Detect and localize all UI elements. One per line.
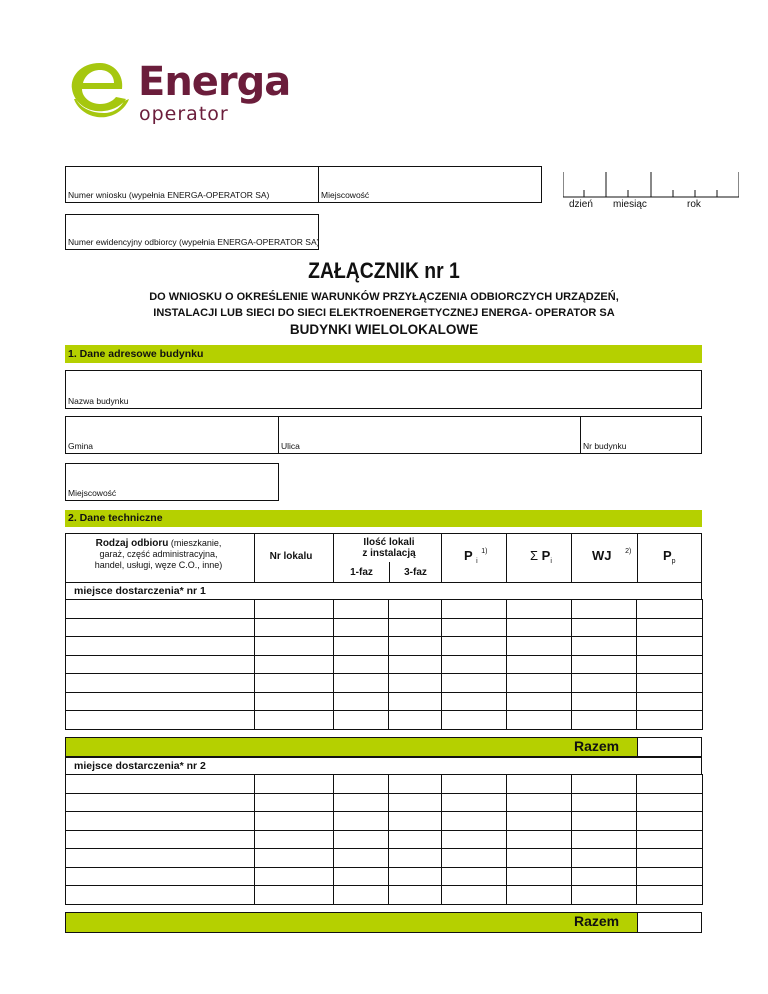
- table-cell[interactable]: [255, 692, 334, 711]
- table-cell[interactable]: [442, 849, 507, 868]
- nazwa-budynku-label: Nazwa budynku: [68, 396, 129, 406]
- table-cell[interactable]: [507, 637, 572, 656]
- table-cell[interactable]: [442, 711, 507, 730]
- header-pp-sub: p: [671, 558, 676, 565]
- block-1-razem-cell[interactable]: [637, 737, 702, 757]
- table-cell[interactable]: [334, 849, 389, 868]
- energa-logo: [66, 55, 291, 135]
- table-cell[interactable]: [389, 600, 442, 619]
- header-rodzaj-odbioru: [66, 538, 251, 571]
- table-row: [66, 600, 703, 619]
- table-cell[interactable]: [66, 711, 255, 730]
- table-cell[interactable]: [442, 637, 507, 656]
- header-rodzaj-rest3: handel, usługi, węze C.O., inne: [94, 560, 220, 570]
- table-cell[interactable]: [66, 600, 255, 619]
- block-1-rows: [66, 600, 703, 730]
- table-cell[interactable]: [334, 867, 389, 886]
- table-cell[interactable]: [507, 655, 572, 674]
- block-1-table: [65, 599, 703, 730]
- table-row: [66, 812, 703, 831]
- block-2-razem-row: [65, 912, 702, 933]
- table-cell[interactable]: [442, 812, 507, 831]
- miejscowosc-budynku-field[interactable]: [65, 463, 279, 501]
- table-cell[interactable]: [637, 711, 703, 730]
- table-row: [66, 775, 703, 794]
- table-cell[interactable]: [334, 655, 389, 674]
- header-col-divider: [637, 533, 638, 583]
- header-rodzaj-rest1: (mieszkanie,: [168, 538, 222, 548]
- numer-wniosku-field[interactable]: [65, 166, 319, 203]
- table-cell[interactable]: [66, 637, 255, 656]
- table-cell[interactable]: [507, 886, 572, 905]
- table-cell[interactable]: [389, 618, 442, 637]
- table-row: [66, 867, 703, 886]
- table-cell[interactable]: [572, 886, 637, 905]
- table-cell[interactable]: [389, 775, 442, 794]
- table-cell[interactable]: [507, 849, 572, 868]
- table-cell[interactable]: [66, 867, 255, 886]
- table-cell[interactable]: [389, 812, 442, 831]
- table-cell[interactable]: [255, 637, 334, 656]
- table-cell[interactable]: [637, 655, 703, 674]
- table-row: [66, 655, 703, 674]
- title-line-3: BUDYNKI WIELOLOKALOWE: [289, 322, 479, 337]
- ulica-label: Ulica: [281, 441, 300, 451]
- table-row: [66, 692, 703, 711]
- table-cell[interactable]: [442, 793, 507, 812]
- date-day-label: dzień: [569, 199, 593, 210]
- block-2-table: [65, 774, 703, 905]
- table-cell[interactable]: [389, 830, 442, 849]
- table-cell[interactable]: [442, 775, 507, 794]
- table-cell[interactable]: [334, 830, 389, 849]
- table-cell[interactable]: [255, 867, 334, 886]
- miejscowosc-field[interactable]: [318, 166, 542, 203]
- header-pi-sup: 1): [481, 548, 488, 555]
- block-1-razem-label: Razem: [574, 738, 620, 754]
- table-cell[interactable]: [255, 849, 334, 868]
- table-cell[interactable]: [66, 830, 255, 849]
- table-cell[interactable]: [637, 637, 703, 656]
- header-sum-pi: [530, 548, 552, 565]
- table-cell[interactable]: [66, 886, 255, 905]
- header-col-divider: [441, 533, 442, 583]
- table-cell[interactable]: [442, 600, 507, 619]
- table-row: [66, 886, 703, 905]
- header-pi-text: P: [464, 548, 473, 563]
- table-row: [66, 674, 703, 693]
- table-cell[interactable]: [334, 637, 389, 656]
- table-cell[interactable]: [572, 849, 637, 868]
- table-cell[interactable]: [334, 618, 389, 637]
- table-cell[interactable]: [572, 775, 637, 794]
- table-cell[interactable]: [572, 600, 637, 619]
- table-cell[interactable]: [66, 812, 255, 831]
- table-cell[interactable]: [389, 849, 442, 868]
- date-boxes: [563, 172, 739, 198]
- header-nr-lokalu: Nr lokalu: [269, 551, 313, 562]
- table-row: [66, 711, 703, 730]
- table-cell[interactable]: [442, 830, 507, 849]
- nazwa-budynku-field[interactable]: [65, 370, 702, 409]
- table-cell[interactable]: [637, 600, 703, 619]
- miejscowosc-label: Miejscowość: [321, 190, 370, 200]
- table-cell[interactable]: [507, 867, 572, 886]
- table-cell[interactable]: [389, 867, 442, 886]
- table-cell[interactable]: [637, 849, 703, 868]
- table-cell[interactable]: [66, 849, 255, 868]
- table-row: [66, 637, 703, 656]
- block-2-razem-label: Razem: [574, 913, 620, 929]
- table-cell[interactable]: [572, 692, 637, 711]
- table-cell[interactable]: [442, 692, 507, 711]
- table-cell[interactable]: [572, 618, 637, 637]
- block-2-label: miejsce dostarczenia* nr 2: [74, 760, 206, 772]
- table-cell[interactable]: [507, 830, 572, 849]
- numer-ewidencyjny-label: Numer ewidencyjny odbiorcy (wypełnia ENERGA-OPERATOR SA): [68, 237, 320, 247]
- logo-brand-text: Energa: [138, 59, 291, 105]
- table-cell[interactable]: [389, 886, 442, 905]
- table-cell[interactable]: [389, 692, 442, 711]
- header-col-divider: [333, 533, 334, 583]
- table-cell[interactable]: [389, 711, 442, 730]
- table-cell[interactable]: [637, 775, 703, 794]
- table-cell[interactable]: [507, 618, 572, 637]
- block-2-rows: [66, 775, 703, 905]
- header-col-divider: [506, 533, 507, 583]
- logo-sub-text: operator: [139, 103, 229, 125]
- table-cell[interactable]: [572, 867, 637, 886]
- miejscowosc-budynku-label: Miejscowość: [68, 488, 117, 498]
- table-cell[interactable]: [334, 812, 389, 831]
- table-cell[interactable]: [637, 812, 703, 831]
- table-cell[interactable]: [637, 674, 703, 693]
- section-2-heading: [65, 510, 702, 527]
- table-cell[interactable]: [572, 812, 637, 831]
- energa-logo-mark-icon: [66, 55, 134, 121]
- table-cell[interactable]: [637, 793, 703, 812]
- table-cell[interactable]: [334, 886, 389, 905]
- table-cell[interactable]: [572, 711, 637, 730]
- header-faz-divider: [389, 562, 390, 583]
- table-cell[interactable]: [255, 886, 334, 905]
- block-2-razem-cell[interactable]: [637, 912, 702, 933]
- header-pp-text: P: [663, 548, 672, 563]
- header-wj-sup: 2): [625, 548, 632, 555]
- block-2-label-row: [65, 757, 702, 775]
- table-cell[interactable]: [572, 637, 637, 656]
- table-cell[interactable]: [507, 600, 572, 619]
- title-line-1: DO WNIOSKU O OKREŚLENIE WARUNKÓW PRZYŁĄCZENIA ODBIORCZYCH URZĄDZEŃ,: [149, 291, 619, 303]
- table-cell[interactable]: [255, 830, 334, 849]
- table-cell[interactable]: [507, 812, 572, 831]
- numer-wniosku-label: Numer wniosku (wypełnia ENERGA-OPERATOR SA): [68, 190, 270, 200]
- table-cell[interactable]: [255, 600, 334, 619]
- numer-ewidencyjny-field[interactable]: [65, 214, 319, 250]
- header-wj-text: WJ: [592, 548, 612, 563]
- table-cell[interactable]: [507, 674, 572, 693]
- date-month-label: miesiąc: [613, 199, 647, 210]
- table-row: [66, 849, 703, 868]
- section-1-heading-text: 1. Dane adresowe budynku: [68, 348, 204, 360]
- block-1-razem-row: [65, 737, 702, 757]
- table-cell[interactable]: [255, 711, 334, 730]
- header-1faz: 1-faz: [350, 567, 373, 578]
- table-cell[interactable]: [334, 600, 389, 619]
- table-cell[interactable]: [389, 655, 442, 674]
- table-cell[interactable]: [389, 674, 442, 693]
- table-row: [66, 793, 703, 812]
- table-row: [66, 618, 703, 637]
- header-ilosc-lokali-2: z instalacją: [362, 548, 416, 559]
- table-cell[interactable]: [66, 674, 255, 693]
- table-header: [65, 533, 702, 583]
- section-2-heading-text: 2. Dane techniczne: [68, 512, 163, 524]
- table-cell[interactable]: [442, 867, 507, 886]
- table-cell[interactable]: [389, 793, 442, 812]
- date-field[interactable]: [563, 172, 739, 212]
- header-pp: [663, 548, 676, 565]
- table-cell[interactable]: [334, 692, 389, 711]
- section-1-heading: [65, 345, 702, 363]
- table-cell[interactable]: [637, 618, 703, 637]
- table-cell[interactable]: [389, 637, 442, 656]
- table-cell[interactable]: [334, 674, 389, 693]
- table-cell[interactable]: [442, 655, 507, 674]
- table-cell[interactable]: [255, 812, 334, 831]
- table-cell[interactable]: [255, 775, 334, 794]
- table-cell[interactable]: [507, 692, 572, 711]
- table-cell[interactable]: [66, 692, 255, 711]
- gmina-field[interactable]: [65, 416, 279, 454]
- table-cell[interactable]: [442, 886, 507, 905]
- table-cell[interactable]: [255, 618, 334, 637]
- sum-icon: Σ: [530, 548, 539, 563]
- header-rodzaj-bold: Rodzaj odbioru: [95, 538, 169, 549]
- table-cell[interactable]: [637, 830, 703, 849]
- table-cell[interactable]: [507, 775, 572, 794]
- table-cell[interactable]: [637, 692, 703, 711]
- header-pi-sub: i: [476, 558, 478, 565]
- block-1-label-row: [65, 582, 702, 600]
- nr-budynku-field[interactable]: [580, 416, 702, 454]
- table-cell[interactable]: [66, 655, 255, 674]
- nr-budynku-label: Nr budynku: [583, 441, 627, 451]
- header-rodzaj-rest2: garaż, część administracyjna,: [99, 549, 218, 559]
- ulica-field[interactable]: [278, 416, 581, 454]
- header-3faz: 3-faz: [404, 567, 427, 578]
- header-pi: [464, 548, 487, 565]
- table-cell[interactable]: [255, 674, 334, 693]
- page-title: ZAŁĄCZNIK nr 1: [308, 258, 460, 283]
- gmina-label: Gmina: [68, 441, 94, 451]
- table-cell[interactable]: [334, 711, 389, 730]
- header-ilosc-lokali-1: Ilość lokali: [363, 537, 415, 548]
- date-year-label: rok: [687, 199, 701, 210]
- table-cell[interactable]: [66, 793, 255, 812]
- table-cell[interactable]: [66, 618, 255, 637]
- table-row: [66, 830, 703, 849]
- header-col-divider: [571, 533, 572, 583]
- table-cell[interactable]: [572, 793, 637, 812]
- block-1-label: miejsce dostarczenia* nr 1: [74, 585, 206, 597]
- table-cell[interactable]: [572, 830, 637, 849]
- table-cell[interactable]: [507, 793, 572, 812]
- table-cell[interactable]: [255, 655, 334, 674]
- header-wj: [592, 548, 631, 563]
- table-cell[interactable]: [507, 711, 572, 730]
- header-sum-p: P: [541, 548, 551, 563]
- table-cell[interactable]: [572, 674, 637, 693]
- table-cell[interactable]: [572, 655, 637, 674]
- table-cell[interactable]: [334, 775, 389, 794]
- header-sum-sub: i: [550, 558, 552, 565]
- title-line-2: INSTALACJI LUB SIECI DO SIECI ELEKTROENERGETYCZNEJ ENERGA- OPERATOR SA: [153, 307, 615, 319]
- table-cell[interactable]: [255, 793, 334, 812]
- table-cell[interactable]: [334, 793, 389, 812]
- table-cell[interactable]: [66, 775, 255, 794]
- table-cell[interactable]: [442, 674, 507, 693]
- header-col-divider: [254, 533, 255, 583]
- table-cell[interactable]: [637, 886, 703, 905]
- table-cell[interactable]: [442, 618, 507, 637]
- header-rodzaj-close: ): [219, 560, 223, 570]
- table-cell[interactable]: [637, 867, 703, 886]
